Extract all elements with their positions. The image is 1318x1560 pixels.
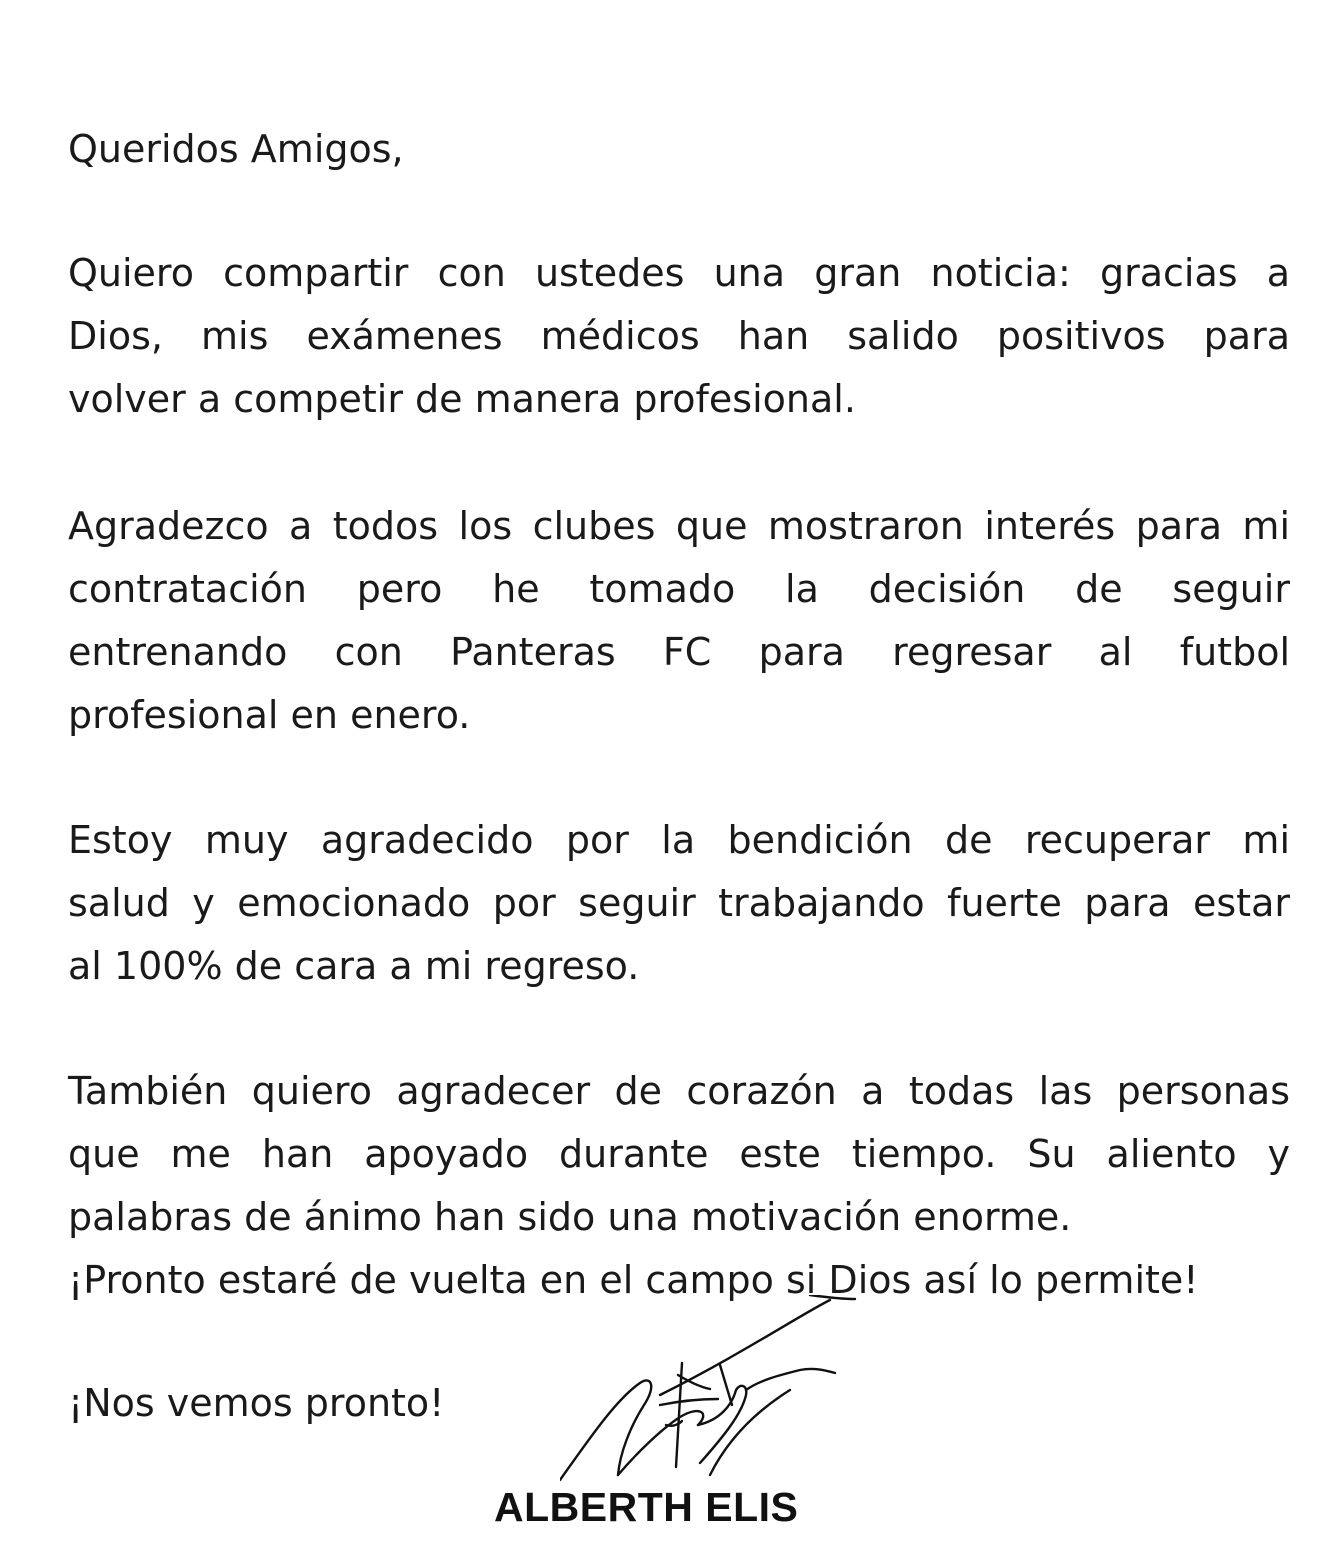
paragraph-line: palabras de ánimo han sido una motivación enorme. — [68, 1195, 1072, 1239]
paragraph-line: ¡Pronto estaré de vuelta en el campo si Dios así lo permite! — [68, 1258, 1199, 1302]
paragraph-line: volver a competir de manera profesional. — [68, 377, 856, 421]
paragraph-line: contratación pero he tomado la decisión de seguir — [68, 567, 1290, 611]
paragraph-line: Dios, mis exámenes médicos han salido positivos para — [68, 314, 1290, 358]
paragraph-line: entrenando con Panteras FC para regresar al futbol — [68, 630, 1290, 674]
paragraph-3 — [68, 809, 1290, 998]
paragraph-line: al 100% de cara a mi regreso. — [68, 944, 640, 988]
paragraph-2 — [68, 495, 1290, 747]
signer-name: ALBERTH ELIS — [494, 1484, 799, 1530]
paragraph-line: profesional en enero. — [68, 693, 471, 737]
paragraph-1 — [68, 242, 1290, 431]
closing-line: ¡Nos vemos pronto! — [68, 1381, 445, 1425]
paragraph-line: También quiero agradecer de corazón a todas las personas — [68, 1069, 1290, 1113]
paragraph-4 — [68, 1060, 1290, 1312]
greeting: Queridos Amigos, — [68, 127, 404, 171]
paragraph-line: Agradezco a todos los clubes que mostraron interés para mi — [68, 504, 1290, 548]
paragraph-line: que me han apoyado durante este tiempo. Su aliento y — [68, 1132, 1290, 1176]
paragraph-line: Quiero compartir con ustedes una gran noticia: gracias a — [68, 251, 1290, 295]
paragraph-line: Estoy muy agradecido por la bendición de recuperar mi — [68, 818, 1290, 862]
paragraph-line: salud y emocionado por seguir trabajando fuerte para estar — [68, 881, 1290, 925]
